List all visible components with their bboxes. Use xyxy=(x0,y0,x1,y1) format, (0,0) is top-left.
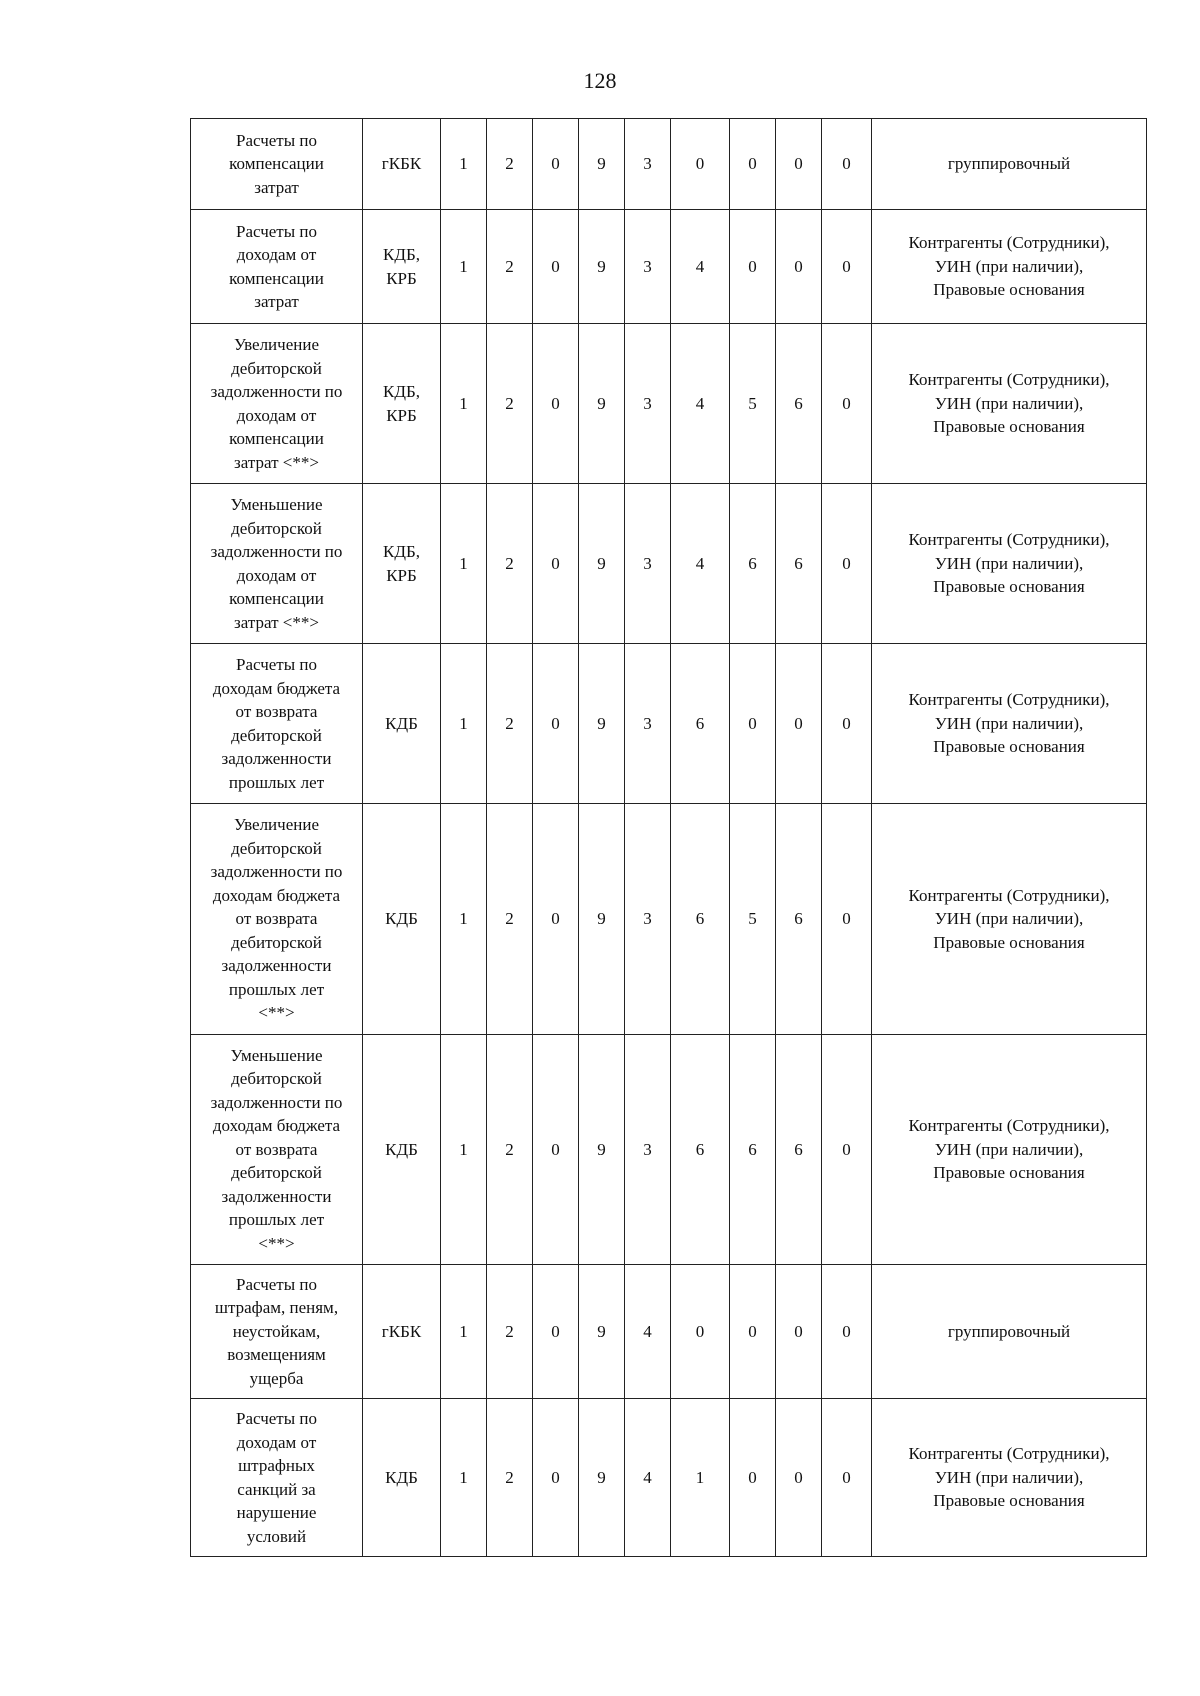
account-digit-cell: 9 xyxy=(579,1035,625,1265)
account-digit-cell: 0 xyxy=(730,644,776,804)
account-name-cell-line: доходам от xyxy=(236,245,317,264)
account-name-cell xyxy=(191,804,363,1035)
account-digit-cell: 1 xyxy=(441,324,487,484)
account-name-cell xyxy=(191,1265,363,1399)
account-name-cell xyxy=(191,324,363,484)
account-digit-cell: 0 xyxy=(822,1265,872,1399)
account-name-cell-line: дебиторской xyxy=(231,1069,322,1089)
account-digit-cell: 0 xyxy=(533,1399,579,1557)
account-name-cell-line: Расчеты по xyxy=(236,130,317,150)
analytics-cell xyxy=(872,1399,1147,1557)
analytics-cell-line: Контрагенты (Сотрудники), xyxy=(908,530,1110,550)
account-name-cell xyxy=(191,1399,363,1557)
account-name-cell-line: доходам от xyxy=(236,565,317,585)
account-digit-cell: 2 xyxy=(487,804,533,1035)
account-digit-cell: 1 xyxy=(441,644,487,804)
account-digit-cell: 0 xyxy=(822,484,872,644)
table-body xyxy=(191,119,1147,1557)
account-name-cell-line: компенсации xyxy=(229,429,324,448)
account-name-cell-line: задолженности xyxy=(221,956,332,976)
account-name-cell-line: Расчеты по xyxy=(236,1274,317,1294)
account-digit-cell: 4 xyxy=(671,324,730,484)
code-type-cell xyxy=(363,1399,441,1557)
account-digit-cell: 2 xyxy=(487,210,533,324)
account-name-cell-line: прошлых лет xyxy=(228,979,325,999)
account-digit-cell: 9 xyxy=(579,804,625,1035)
analytics-cell xyxy=(872,210,1147,324)
analytics-cell xyxy=(872,1035,1147,1265)
account-digit-cell: 0 xyxy=(533,210,579,324)
account-digit-cell: 1 xyxy=(441,1265,487,1399)
account-digit-cell: 0 xyxy=(776,1265,822,1399)
analytics-cell-line: Правовые основания xyxy=(933,1163,1085,1183)
analytics-cell-line: Правовые основания xyxy=(933,280,1085,300)
account-digit-cell: 6 xyxy=(776,804,822,1035)
account-digit-cell: 4 xyxy=(625,1399,671,1557)
account-digit-cell: 1 xyxy=(441,210,487,324)
account-name-cell-line: задолженности по xyxy=(210,862,343,882)
analytics-cell-line: УИН (при наличии), xyxy=(934,553,1084,573)
account-name-cell-line: задолженности по xyxy=(210,382,343,401)
account-name-cell-line: доходам бюджета xyxy=(212,885,341,905)
account-digit-cell: 9 xyxy=(579,644,625,804)
account-name-cell-line: Уменьшение xyxy=(230,1045,323,1065)
analytics-cell xyxy=(872,804,1147,1035)
account-digit-cell: 9 xyxy=(579,210,625,324)
table-row xyxy=(191,1035,1147,1265)
account-digit-cell: 0 xyxy=(822,804,872,1035)
account-digit-cell: 3 xyxy=(625,644,671,804)
table-row xyxy=(191,644,1147,804)
account-digit-cell: 6 xyxy=(776,324,822,484)
account-digit-cell: 4 xyxy=(671,484,730,644)
account-digit-cell: 4 xyxy=(625,1265,671,1399)
account-name-cell-line: задолженности xyxy=(221,749,332,768)
account-digit-cell: 5 xyxy=(730,804,776,1035)
account-name-cell-line: доходам от xyxy=(236,1432,317,1452)
account-name-cell-line: Увеличение xyxy=(233,815,319,835)
account-name-cell-line: неустойкам, xyxy=(232,1321,321,1341)
analytics-cell-line: УИН (при наличии), xyxy=(934,1139,1084,1159)
account-digit-cell: 1 xyxy=(441,1035,487,1265)
account-name-cell-line: прошлых лет xyxy=(228,772,325,792)
account-digit-cell: 2 xyxy=(487,484,533,644)
account-digit-cell: 2 xyxy=(487,119,533,210)
analytics-cell-line: Контрагенты (Сотрудники), xyxy=(908,885,1110,905)
account-digit-cell: 2 xyxy=(487,324,533,484)
account-digit-cell: 6 xyxy=(671,644,730,804)
code-type-cell-line: КРБ xyxy=(386,565,417,585)
code-type-cell xyxy=(363,644,441,804)
account-name-cell-line: задолженности по xyxy=(210,1092,343,1112)
account-digit-cell: 0 xyxy=(533,119,579,210)
account-digit-cell: 3 xyxy=(625,210,671,324)
account-name-cell-line: Расчеты по xyxy=(236,221,317,241)
code-type-cell-line: КДБ xyxy=(385,1139,418,1159)
code-type-cell-line: гКБК xyxy=(381,154,422,174)
code-type-cell xyxy=(363,324,441,484)
account-digit-cell: 0 xyxy=(822,644,872,804)
table-row xyxy=(191,1265,1147,1399)
account-name-cell-line: задолженности xyxy=(221,1186,332,1206)
account-name-cell-line: доходам бюджета xyxy=(212,678,341,698)
analytics-cell-line: УИН (при наличии), xyxy=(934,1467,1084,1487)
account-digit-cell: 6 xyxy=(730,1035,776,1265)
account-digit-cell: 2 xyxy=(487,644,533,804)
account-name-cell-line: штрафам, пеням, xyxy=(214,1298,339,1318)
analytics-cell-line: Правовые основания xyxy=(933,737,1085,757)
code-type-cell-line: КДБ, xyxy=(383,542,420,561)
analytics-cell xyxy=(872,484,1147,644)
account-name-cell-line: затрат xyxy=(254,292,299,311)
account-digit-cell: 0 xyxy=(776,644,822,804)
account-digit-cell: 9 xyxy=(579,1399,625,1557)
account-name-cell-line: <**> xyxy=(258,1003,295,1023)
analytics-cell-line: Правовые основания xyxy=(933,577,1085,597)
account-name-cell-line: Расчеты по xyxy=(236,655,317,674)
account-name-cell-line: задолженности по xyxy=(210,542,343,561)
account-name-cell-line: нарушение xyxy=(236,1503,317,1522)
account-name-cell-line: дебиторской xyxy=(231,1163,322,1183)
account-digit-cell: 2 xyxy=(487,1399,533,1557)
account-name-cell-line: затрат xyxy=(254,177,299,197)
account-digit-cell: 2 xyxy=(487,1035,533,1265)
account-name-cell xyxy=(191,484,363,644)
account-digit-cell: 6 xyxy=(671,804,730,1035)
account-name-cell-line: компенсации xyxy=(229,154,324,174)
account-digit-cell: 0 xyxy=(776,1399,822,1557)
account-name-cell-line: дебиторской xyxy=(231,838,322,858)
account-name-cell xyxy=(191,119,363,210)
analytics-cell xyxy=(872,324,1147,484)
code-type-cell-line: КДБ xyxy=(385,713,418,733)
account-digit-cell: 0 xyxy=(730,1399,776,1557)
code-type-cell-line: КДБ xyxy=(385,1467,418,1487)
account-name-cell-line: условий xyxy=(246,1526,307,1546)
analytics-cell xyxy=(872,119,1147,210)
account-digit-cell: 0 xyxy=(671,119,730,210)
account-name-cell-line: затрат <**> xyxy=(234,452,319,472)
account-name-cell-line: ущерба xyxy=(249,1368,304,1388)
account-name-cell-line: Уменьшение xyxy=(230,495,323,514)
account-digit-cell: 0 xyxy=(533,484,579,644)
account-digit-cell: 1 xyxy=(671,1399,730,1557)
account-digit-cell: 3 xyxy=(625,119,671,210)
account-digit-cell: 9 xyxy=(579,1265,625,1399)
account-digit-cell: 2 xyxy=(487,1265,533,1399)
account-digit-cell: 9 xyxy=(579,324,625,484)
account-name-cell-line: Увеличение xyxy=(233,335,319,354)
account-digit-cell: 3 xyxy=(625,804,671,1035)
account-digit-cell: 0 xyxy=(671,1265,730,1399)
account-name-cell-line: санкций за xyxy=(237,1479,316,1499)
code-type-cell-line: КДБ, xyxy=(383,245,420,264)
account-name-cell-line: дебиторской xyxy=(231,358,322,378)
page-number: 128 xyxy=(583,68,617,93)
account-digit-cell: 0 xyxy=(533,804,579,1035)
analytics-cell-line: УИН (при наличии), xyxy=(934,713,1084,733)
account-digit-cell: 0 xyxy=(822,324,872,484)
account-digit-cell: 0 xyxy=(822,210,872,324)
analytics-cell-line: группировочный xyxy=(947,154,1071,174)
account-digit-cell: 0 xyxy=(776,119,822,210)
account-digit-cell: 5 xyxy=(730,324,776,484)
account-name-cell-line: штрафных xyxy=(238,1456,315,1475)
code-type-cell-line: КДБ, xyxy=(383,382,420,401)
analytics-cell-line: Правовые основания xyxy=(933,932,1085,952)
analytics-cell-line: Контрагенты (Сотрудники), xyxy=(908,233,1110,253)
code-type-cell-line: КРБ xyxy=(386,268,417,288)
analytics-cell-line: УИН (при наличии), xyxy=(934,909,1084,929)
account-name-cell xyxy=(191,210,363,324)
account-digit-cell: 1 xyxy=(441,119,487,210)
account-digit-cell: 9 xyxy=(579,484,625,644)
account-digit-cell: 0 xyxy=(822,1035,872,1265)
account-name-cell-line: доходам бюджета xyxy=(212,1116,341,1136)
analytics-cell-line: УИН (при наличии), xyxy=(934,256,1084,276)
table-row xyxy=(191,1399,1147,1557)
code-type-cell xyxy=(363,1035,441,1265)
code-type-cell xyxy=(363,1265,441,1399)
code-type-cell xyxy=(363,210,441,324)
account-name-cell-line: дебиторской xyxy=(231,932,322,952)
account-digit-cell: 3 xyxy=(625,1035,671,1265)
code-type-cell xyxy=(363,804,441,1035)
account-digit-cell: 1 xyxy=(441,804,487,1035)
account-digit-cell: 0 xyxy=(776,210,822,324)
account-digit-cell: 0 xyxy=(533,324,579,484)
account-name-cell xyxy=(191,644,363,804)
account-digit-cell: 0 xyxy=(822,119,872,210)
account-digit-cell: 3 xyxy=(625,484,671,644)
account-name-cell-line: компенсации xyxy=(229,268,324,288)
analytics-cell-line: УИН (при наличии), xyxy=(934,393,1084,413)
table-row xyxy=(191,804,1147,1035)
account-digit-cell: 0 xyxy=(533,1035,579,1265)
analytics-cell xyxy=(872,644,1147,804)
account-digit-cell: 6 xyxy=(776,484,822,644)
account-digit-cell: 0 xyxy=(730,1265,776,1399)
code-type-cell-line: КДБ xyxy=(385,909,418,929)
account-digit-cell: 0 xyxy=(730,210,776,324)
account-digit-cell: 9 xyxy=(579,119,625,210)
account-digit-cell: 0 xyxy=(822,1399,872,1557)
account-digit-cell: 1 xyxy=(441,484,487,644)
account-digit-cell: 0 xyxy=(533,644,579,804)
account-name-cell-line: дебиторской xyxy=(231,725,322,745)
code-type-cell xyxy=(363,484,441,644)
table-row xyxy=(191,119,1147,210)
account-name-cell-line: доходам от xyxy=(236,405,317,425)
analytics-cell-line: Контрагенты (Сотрудники), xyxy=(908,370,1110,390)
account-name-cell-line: компенсации xyxy=(229,589,324,608)
analytics-cell-line: Правовые основания xyxy=(933,417,1085,437)
code-type-cell-line: КРБ xyxy=(386,405,417,425)
account-name-cell-line: <**> xyxy=(258,1233,295,1253)
table-row xyxy=(191,484,1147,644)
table-row xyxy=(191,324,1147,484)
analytics-cell-line: Контрагенты (Сотрудники), xyxy=(908,690,1110,710)
code-type-cell-line: гКБК xyxy=(381,1321,422,1341)
account-name-cell-line: от возврата xyxy=(235,909,318,929)
analytics-cell-line: Правовые основания xyxy=(933,1491,1085,1511)
analytics-cell xyxy=(872,1265,1147,1399)
account-name-cell-line: дебиторской xyxy=(231,518,322,538)
account-digit-cell: 4 xyxy=(671,210,730,324)
account-name-cell-line: затрат <**> xyxy=(234,612,319,632)
analytics-cell-line: Контрагенты (Сотрудники), xyxy=(908,1116,1110,1136)
analytics-cell-line: группировочный xyxy=(947,1321,1071,1341)
analytics-cell-line: Контрагенты (Сотрудники), xyxy=(908,1444,1110,1464)
accounts-table xyxy=(190,118,1147,1557)
account-digit-cell: 0 xyxy=(730,119,776,210)
account-name-cell-line: возмещениям xyxy=(227,1345,326,1365)
account-digit-cell: 0 xyxy=(533,1265,579,1399)
account-name-cell-line: Расчеты по xyxy=(236,1409,317,1428)
account-name-cell xyxy=(191,1035,363,1265)
account-name-cell-line: от возврата xyxy=(235,702,318,721)
account-digit-cell: 3 xyxy=(625,324,671,484)
table-row xyxy=(191,210,1147,324)
account-name-cell-line: от возврата xyxy=(235,1139,318,1159)
code-type-cell xyxy=(363,119,441,210)
account-digit-cell: 1 xyxy=(441,1399,487,1557)
account-digit-cell: 6 xyxy=(671,1035,730,1265)
account-name-cell-line: прошлых лет xyxy=(228,1210,325,1230)
account-digit-cell: 6 xyxy=(776,1035,822,1265)
account-digit-cell: 6 xyxy=(730,484,776,644)
